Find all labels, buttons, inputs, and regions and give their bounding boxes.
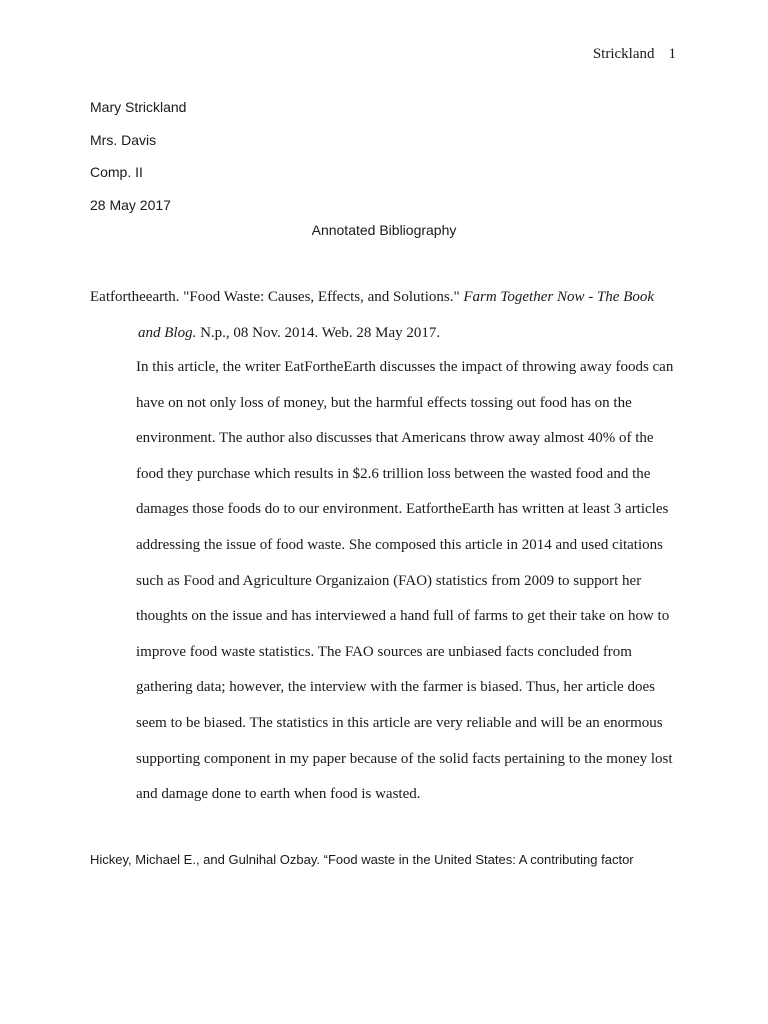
annotation-line: addressing the issue of food waste. She composed this article in 2014 and used citations: [136, 536, 663, 553]
annotation-paragraph: [136, 350, 673, 813]
annotation-line: gathering data; however, the interview with the farmer is biased. Thus, her article does: [136, 679, 655, 696]
annotation-line: food they purchase which results in $2.6 trillion loss between the wasted food and the: [136, 465, 651, 482]
mla-heading: [90, 91, 186, 221]
citation-line: [90, 316, 690, 352]
citation-entry-2: Hickey, Michael E., and Gulnihal Ozbay. “Food waste in the United States: A contributing factor: [90, 852, 634, 867]
annotation-line: In this article, the writer EatFortheEarth discusses the impact of throwing away foods can: [136, 359, 674, 375]
annotation-line: and damage done to earth when food is wasted.: [136, 786, 421, 803]
heading-date: 28 May 2017: [90, 196, 171, 213]
annotation-line: seem to be biased. The statistics in this article are very reliable and will be an enormous: [136, 714, 663, 731]
citation-container: Farm Together Now - The Book: [463, 289, 655, 305]
annotation-line: damages those foods do to our environment. EatfortheEarth has written at least 3 articles: [136, 501, 669, 518]
header-page-number: 1: [668, 46, 676, 62]
annotation-line: have on not only loss of money, but the harmful effects tossing out food has on the: [136, 394, 632, 411]
running-head: [593, 46, 676, 63]
header-surname: Strickland: [592, 46, 655, 62]
citation-pub-info: N.p., 08 Nov. 2014. Web. 28 May 2017.: [196, 324, 441, 341]
annotation-line: improve food waste statistics. The FAO sources are unbiased facts concluded from: [136, 643, 632, 660]
citation-line: [90, 280, 690, 316]
annotation-line: such as Food and Agriculture Organizaion (FAO) statistics from 2009 to support her: [136, 572, 642, 589]
instructor-name: Mrs. Davis: [90, 131, 157, 148]
annotation-line: environment. The author also discusses that Americans throw away almost 40% of the: [136, 430, 654, 447]
citation-container: and Blog.: [138, 324, 197, 341]
student-name: Mary Strickland: [90, 99, 187, 115]
annotation-line: supporting component in my paper because of the solid facts pertaining to the money lost: [136, 750, 673, 767]
annotation-line: thoughts on the issue and has interviewed a hand full of farms to get their take on how to: [136, 608, 670, 625]
citation-author-title: Eatfortheearth. "Food Waste: Causes, Effects, and Solutions.": [90, 289, 464, 305]
course-name: Comp. II: [90, 164, 143, 180]
citation-entry-1: [90, 280, 690, 351]
page-title: Annotated Bibliography: [311, 222, 457, 238]
